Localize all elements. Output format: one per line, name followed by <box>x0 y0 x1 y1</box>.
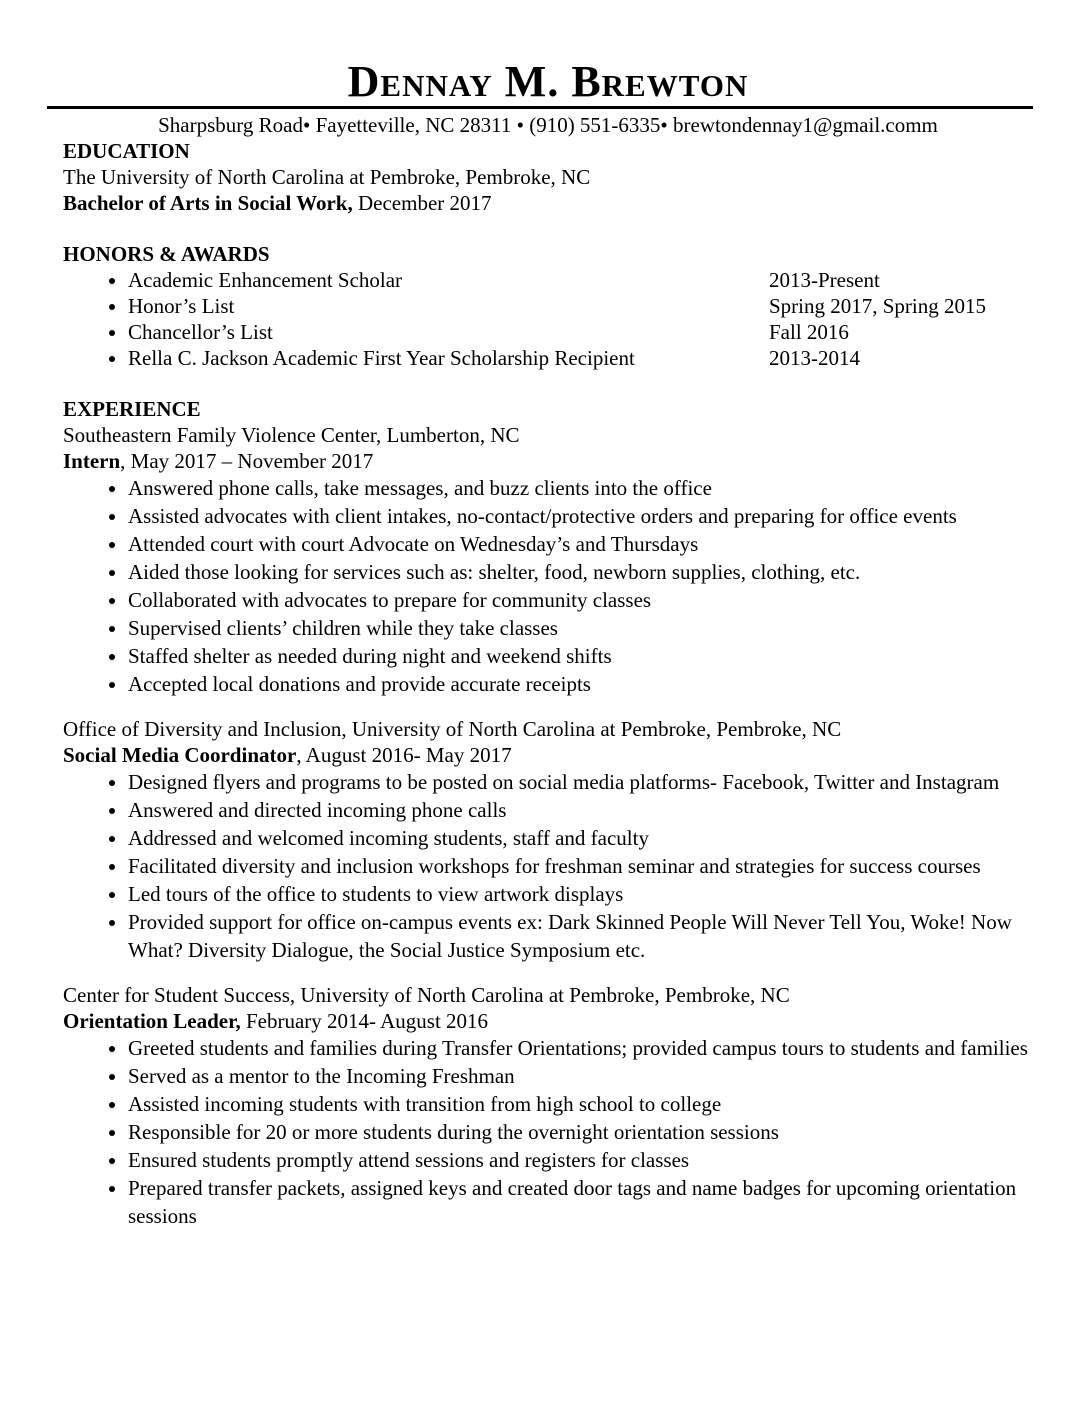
award-title: Chancellor’s List <box>128 320 273 344</box>
education-heading: EDUCATION <box>63 139 190 163</box>
job-bullet: • Served as a mentor to the Incoming Freshman <box>128 1062 1033 1090</box>
job-bullet: • Facilitated diversity and inclusion workshops for freshman seminar and strategies for success courses <box>128 852 1033 880</box>
job-dates: February 2014- August 2016 <box>240 1009 489 1033</box>
job-bullet: • Assisted incoming students with transition from high school to college <box>128 1090 1033 1118</box>
job-bullet: • Ensured students promptly attend sessions and registers for classes <box>128 1146 1033 1174</box>
job-bullet-list <box>63 1034 1033 1230</box>
job-bullet-list <box>63 474 1033 698</box>
honors-heading: HONORS & AWARDS <box>63 242 270 266</box>
job-bullet: • Answered phone calls, take messages, and buzz clients into the office <box>128 474 1033 502</box>
job-bullet: • Attended court with court Advocate on Wednesday’s and Thursdays <box>128 530 1033 558</box>
award-date: 2013-2014 <box>769 346 860 370</box>
award-date: Fall 2016 <box>769 320 849 344</box>
contact-line: Sharpsburg Road• Fayetteville, NC 28311 • (910) 551-6335• brewtondennay1@gmail.comm <box>158 113 938 137</box>
job-bullet: • Responsible for 20 or more students during the overnight orientation sessions <box>128 1118 1033 1146</box>
job-bullet: • Staffed shelter as needed during night and weekend shifts <box>128 642 1033 670</box>
honors-list <box>63 267 1033 371</box>
graduation-date: December 2017 <box>352 191 492 215</box>
job-title: Social Media Coordinator <box>63 743 297 767</box>
job-title: Orientation Leader, <box>63 1009 241 1033</box>
job-bullet: • Collaborated with advocates to prepare for community classes <box>128 586 1033 614</box>
job-bullet: • Aided those looking for services such as: shelter, food, newborn supplies, clothing, etc. <box>128 558 1033 586</box>
job-bullet: • Addressed and welcomed incoming students, staff and faculty <box>128 824 1033 852</box>
degree-title: Bachelor of Arts in Social Work, <box>63 191 353 215</box>
job-office-of-diversity-and-inclusion <box>63 716 1033 964</box>
job-bullet: • Prepared transfer packets, assigned keys and created door tags and name badges for upcoming orientation sessions <box>128 1174 1033 1230</box>
job-organization: Southeastern Family Violence Center, Lumberton, NC <box>63 423 520 447</box>
job-organization: Office of Diversity and Inclusion, University of North Carolina at Pembroke, Pembroke, NC <box>63 717 842 741</box>
job-dates: , May 2017 – November 2017 <box>120 449 374 473</box>
experience-section <box>63 396 1033 1230</box>
honor-item <box>128 345 1033 371</box>
job-bullet: • Led tours of the office to students to view artwork displays <box>128 880 1033 908</box>
job-organization: Center for Student Success, University of North Carolina at Pembroke, Pembroke, NC <box>63 983 790 1007</box>
job-bullet: • Accepted local donations and provide accurate receipts <box>128 670 1033 698</box>
award-title: Academic Enhancement Scholar <box>128 268 403 292</box>
job-bullet: • Supervised clients’ children while they take classes <box>128 614 1033 642</box>
header-divider <box>47 106 1033 109</box>
job-bullet: • Answered and directed incoming phone calls <box>128 796 1033 824</box>
education-section <box>63 138 1033 216</box>
honor-item <box>128 293 1033 319</box>
award-date: Spring 2017, Spring 2015 <box>769 294 987 318</box>
job-title-line <box>63 1008 1033 1034</box>
job-title-line <box>63 742 1033 768</box>
job-bullet: • Designed flyers and programs to be posted on social media platforms- Facebook, Twitter and Instagram <box>128 768 1033 796</box>
job-title: Intern <box>63 449 121 473</box>
education-degree-line <box>63 190 1033 216</box>
resume-name: Dennay M. Brewton <box>347 57 749 106</box>
job-dates: , August 2016- May 2017 <box>296 743 512 767</box>
job-title-line <box>63 448 1033 474</box>
education-school: The University of North Carolina at Pembroke, Pembroke, NC <box>63 165 591 189</box>
job-bullet: • Provided support for office on-campus events ex: Dark Skinned People Will Never Tell You, Woke! Now What? Diversity Dialogue, the Social Justice Symposium etc. <box>128 908 1033 964</box>
job-bullet-list <box>63 768 1033 964</box>
job-bullet: • Assisted advocates with client intakes, no-contact/protective orders and preparing for office events <box>128 502 1033 530</box>
award-title: Honor’s List <box>128 294 235 318</box>
award-title: Rella C. Jackson Academic First Year Scholarship Recipient <box>128 346 635 370</box>
job-center-for-student-success <box>63 982 1033 1230</box>
job-southeastern-family-violence-center <box>63 422 1033 698</box>
honor-item <box>128 319 1033 345</box>
experience-heading: EXPERIENCE <box>63 397 201 421</box>
job-bullet: • Greeted students and families during Transfer Orientations; provided campus tours to students and families <box>128 1034 1033 1062</box>
honors-section <box>63 241 1033 371</box>
honor-item <box>128 267 1033 293</box>
award-date: 2013-Present <box>769 268 880 292</box>
